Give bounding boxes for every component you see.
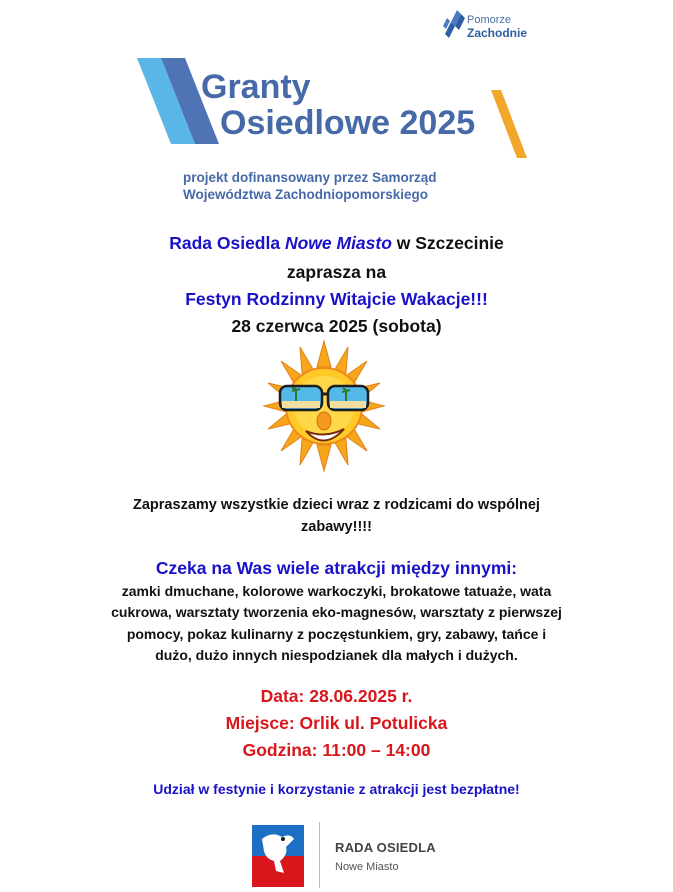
attractions-line: zamki dmuchane, kolorowe warkoczyki, brokatowe tatuaże, wata bbox=[121, 583, 552, 599]
attractions-line: cukrowa, warsztaty tworzenia eko-magnesów, warsztaty z pierwszej bbox=[111, 604, 562, 620]
details-time: Godzina: 11:00 – 14:00 bbox=[242, 740, 431, 760]
invite-line2: zabawy!!!! bbox=[301, 519, 372, 535]
free-entry-note: Udział w festynie i korzystanie z atrakcji jest bezpłatne! bbox=[153, 781, 520, 797]
szczecin-emblem-icon bbox=[252, 825, 304, 887]
rada-name: RADA OSIEDLA bbox=[335, 840, 436, 855]
org-name: Nowe Miasto bbox=[284, 233, 392, 253]
attractions-line: pomocy, pokaz kulinarny z poczęstunkiem, gry, zabawy, tańce i bbox=[126, 626, 547, 642]
banner-subtitle-line2: Województwa Zachodniopomorskiego bbox=[183, 187, 429, 202]
org-suffix: w Szczecinie bbox=[391, 233, 504, 253]
attractions-line: dużo, dużo innych niespodzianek dla małych i dużych. bbox=[155, 647, 518, 663]
pz-line2: Zachodnie bbox=[467, 26, 528, 40]
event-date: 28 czerwca 2025 (sobota) bbox=[231, 316, 442, 336]
pomorze-zachodnie-logo bbox=[441, 4, 541, 44]
details-place: Miejsce: Orlik ul. Potulicka bbox=[225, 713, 448, 733]
pz-line1: Pomorze bbox=[467, 14, 512, 26]
banner-title-line1: Granty bbox=[201, 68, 311, 106]
granty-banner bbox=[135, 54, 535, 214]
logo-divider bbox=[319, 822, 320, 888]
attractions-title: Czeka na Was wiele atrakcji między innymi: bbox=[155, 558, 518, 578]
banner-title-line2: Osiedlowe 2025 bbox=[220, 104, 476, 142]
rada-sub: Nowe Miasto bbox=[335, 861, 399, 873]
details-date: Data: 28.06.2025 r. bbox=[260, 686, 413, 706]
banner-subtitle-line1: projekt dofinansowany przez Samorząd bbox=[183, 170, 437, 185]
sun-with-sunglasses-icon bbox=[262, 339, 386, 473]
griffin-icon bbox=[441, 4, 467, 42]
org-prefix: Rada Osiedla bbox=[169, 233, 285, 253]
event-title: Festyn Rodzinny Witajcie Wakacje!!! bbox=[185, 289, 488, 309]
invites-text: zaprasza na bbox=[286, 262, 387, 282]
organizer-line bbox=[0, 232, 673, 254]
rada-osiedla-logo bbox=[252, 822, 452, 890]
invite-line1: Zapraszamy wszystkie dzieci wraz z rodzicami do wspólnej bbox=[133, 497, 540, 513]
